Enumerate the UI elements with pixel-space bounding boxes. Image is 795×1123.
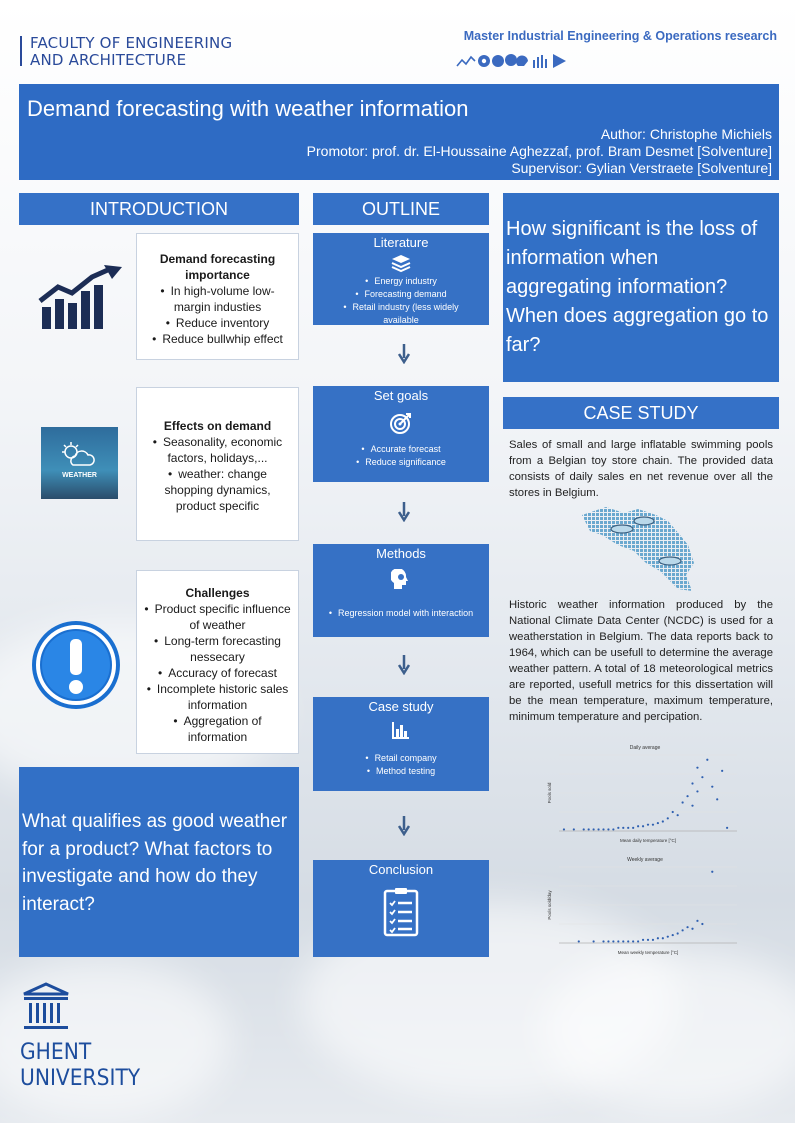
outline-item: • Reduce significance	[313, 456, 489, 469]
outline-title: Conclusion	[368, 862, 434, 877]
introduction-heading: INTRODUCTION	[19, 193, 299, 225]
data-point	[647, 824, 649, 826]
data-point	[607, 940, 609, 942]
intro-card-importance	[136, 233, 299, 360]
promotor: Promotor: prof. dr. El-Houssaine Aghezzaf, prof. Bram Desmet [Solventure]	[306, 143, 772, 159]
intro-card-challenges	[136, 570, 299, 754]
data-point	[627, 827, 629, 829]
outline-item: • Regression model with interaction	[313, 607, 489, 620]
ghent-university-logo-icon	[20, 982, 72, 1032]
list-item-continued: nessecary	[190, 650, 245, 664]
data-point	[607, 828, 609, 830]
list-item: • Product specific influence	[137, 601, 298, 617]
data-point	[711, 871, 713, 873]
faculty-line-2: AND ARCHITECTURE	[30, 51, 187, 69]
card-title: Challenges	[185, 586, 250, 600]
outline-block-case-study	[313, 697, 489, 791]
data-point	[647, 939, 649, 941]
weather-icon-tile	[41, 427, 118, 499]
outline-item-continued: available	[383, 315, 419, 325]
outline-block-methods	[313, 544, 489, 637]
outline-block-literature	[313, 233, 489, 325]
data-point	[578, 940, 580, 942]
data-point	[686, 926, 688, 928]
target-icon	[389, 411, 413, 435]
chart-title: Weekly average	[627, 857, 663, 863]
list-item-continued: margin industies	[173, 300, 262, 314]
data-point	[593, 828, 595, 830]
belgium-map	[576, 505, 696, 595]
down-arrow-icon	[398, 502, 410, 522]
bars-icon	[533, 60, 535, 68]
bar-chart-icon	[391, 720, 411, 740]
pie-icon	[516, 56, 528, 66]
case-study-text-1: Sales of small and large inflatable swimming pools from a Belgian toy store chain. The provided data consists of daily sales en net revenue over all the stores in Belgium.	[509, 439, 773, 499]
university-line-1: GHENT	[20, 1040, 92, 1065]
y-axis-label: Pools sold	[547, 782, 552, 804]
data-point	[657, 937, 659, 939]
data-point	[642, 825, 644, 827]
outline-title: Case study	[368, 699, 434, 714]
research-question: How significant is the loss of information when aggregating information? When does aggregation go to far?	[503, 193, 779, 382]
checklist-icon	[383, 887, 419, 937]
university-line-2: UNIVERSITY	[20, 1066, 141, 1091]
globe-icon	[492, 55, 504, 67]
outline-item: • Energy industry	[313, 275, 489, 288]
data-point	[677, 932, 679, 934]
data-point	[617, 827, 619, 829]
data-point	[711, 786, 713, 788]
data-point	[612, 940, 614, 942]
data-point	[597, 828, 599, 830]
data-point	[662, 937, 664, 939]
data-point	[677, 814, 679, 816]
data-point	[701, 923, 703, 925]
program-icons	[456, 52, 576, 70]
brain-gear-icon	[391, 569, 411, 591]
intro-card-effects	[136, 387, 299, 541]
chart-weekly-plot	[545, 863, 745, 958]
y-axis-label: Pools sold/day	[547, 890, 552, 920]
data-point	[657, 822, 659, 824]
faculty-line-1: FACULTY OF ENGINEERING	[30, 34, 233, 52]
author-block	[307, 126, 772, 177]
data-point	[632, 940, 634, 942]
data-point	[686, 795, 688, 797]
data-point	[637, 825, 639, 827]
down-arrow-icon	[398, 816, 410, 836]
intro-question: What qualifies as good weather for a product? What factors to investigate and how do they interact?	[19, 767, 299, 957]
list-item: • weather: change	[137, 466, 298, 482]
list-item: • Aggregation of	[137, 713, 298, 729]
data-point	[637, 940, 639, 942]
case-study-heading: CASE STUDY	[503, 397, 779, 429]
data-point	[682, 929, 684, 931]
chart-daily	[545, 745, 745, 850]
pool-icon	[659, 557, 681, 565]
card-title-line-1: Demand forecasting	[159, 252, 276, 266]
data-point	[662, 820, 664, 822]
weather-label: WEATHER	[62, 472, 97, 479]
outline-block-conclusion	[313, 860, 489, 957]
x-axis-label: Mean daily temperature [°C]	[619, 838, 677, 843]
growth-chart-icon	[38, 265, 124, 331]
outline-item: • Retail company	[313, 752, 489, 765]
data-point	[588, 828, 590, 830]
ghent-university-wordmark	[20, 1040, 140, 1092]
data-point	[573, 828, 575, 830]
down-arrow-icon	[398, 344, 410, 364]
author: Author: Christophe Michiels	[600, 126, 772, 142]
data-point	[612, 828, 614, 830]
outline-block-goals	[313, 386, 489, 482]
title-banner	[19, 84, 779, 180]
list-item: • Reduce bullwhip effect	[137, 331, 298, 347]
data-point	[602, 940, 604, 942]
chart-weekly	[545, 857, 745, 962]
list-item-continued: factors, holidays,...	[167, 451, 268, 465]
warning-icon	[30, 619, 122, 711]
data-point	[716, 798, 718, 800]
data-point	[563, 828, 565, 830]
data-point	[602, 828, 604, 830]
list-item-continued: product specific	[175, 499, 260, 513]
list-item-continued: shopping dynamics,	[164, 483, 271, 497]
outline-title: Methods	[376, 546, 426, 561]
list-item: • In high-volume low-	[137, 283, 298, 299]
outline-item: • Accurate forecast	[313, 443, 489, 456]
data-point	[667, 817, 669, 819]
list-item: • Incomplete historic sales	[137, 681, 298, 697]
list-item-continued: of weather	[189, 618, 246, 632]
faculty-logo-bar	[20, 36, 22, 66]
faculty-logo	[30, 35, 232, 69]
data-point	[691, 782, 693, 784]
list-item: • Long-term forecasting	[137, 633, 298, 649]
outline-title: Literature	[373, 235, 429, 250]
data-point	[721, 770, 723, 772]
card-title: Effects on demand	[163, 419, 272, 433]
outline-item: • Retail industry (less widely	[313, 301, 489, 314]
data-point	[642, 939, 644, 941]
x-axis-label: Mean weekly temperature [°C]	[617, 950, 679, 955]
poster-title: Demand forecasting with weather information	[27, 96, 469, 121]
books-icon	[390, 253, 412, 273]
data-point	[622, 827, 624, 829]
data-point	[691, 928, 693, 930]
outline-title: Set goals	[373, 388, 429, 403]
play-icon	[553, 54, 566, 68]
data-point	[672, 811, 674, 813]
head-icon	[505, 54, 517, 66]
pool-icon	[611, 525, 633, 533]
data-point	[672, 934, 674, 936]
supervisor: Supervisor: Gylian Verstraete [Solventure]	[511, 160, 772, 176]
trend-icon	[457, 57, 475, 66]
outline-item: • Forecasting demand	[313, 288, 489, 301]
data-point	[652, 824, 654, 826]
list-item-continued: information	[187, 698, 248, 712]
card-title-line-2: importance	[185, 268, 250, 282]
data-point	[691, 805, 693, 807]
data-point	[706, 759, 708, 761]
data-point	[583, 828, 585, 830]
data-point	[682, 801, 684, 803]
data-point	[627, 940, 629, 942]
data-point	[652, 939, 654, 941]
data-point	[622, 940, 624, 942]
list-item: • Reduce inventory	[137, 315, 298, 331]
case-study-text-2: Historic weather information produced by the National Climate Data Center (NCDC) is used for a weatherstation in Belgium. The data reports back to 1964, which can be usefull to determine the average weather pattern. A total of 18 meteorological metrics are reported, usefull metrics for this dissertation will be the mean temperature, maximum temperature, minimum temperature and percipation.	[509, 599, 773, 723]
pool-icon	[634, 517, 654, 525]
data-point	[593, 940, 595, 942]
outline-heading: OUTLINE	[313, 193, 489, 225]
down-arrow-icon	[398, 655, 410, 675]
data-point	[726, 827, 728, 829]
data-point	[667, 936, 669, 938]
list-item: • Accuracy of forecast	[137, 665, 298, 681]
data-point	[701, 776, 703, 778]
data-point	[632, 827, 634, 829]
chart-daily-plot	[545, 751, 745, 846]
weather-icon	[59, 441, 97, 469]
list-item-continued: information	[187, 730, 248, 744]
outline-item: • Method testing	[313, 765, 489, 778]
chart-title: Daily average	[629, 745, 661, 751]
program-title: Master Industrial Engineering & Operations research	[463, 29, 777, 43]
data-point	[617, 940, 619, 942]
list-item: • Seasonality, economic	[137, 434, 298, 450]
data-point	[696, 790, 698, 792]
data-point	[696, 767, 698, 769]
data-point	[696, 920, 698, 922]
